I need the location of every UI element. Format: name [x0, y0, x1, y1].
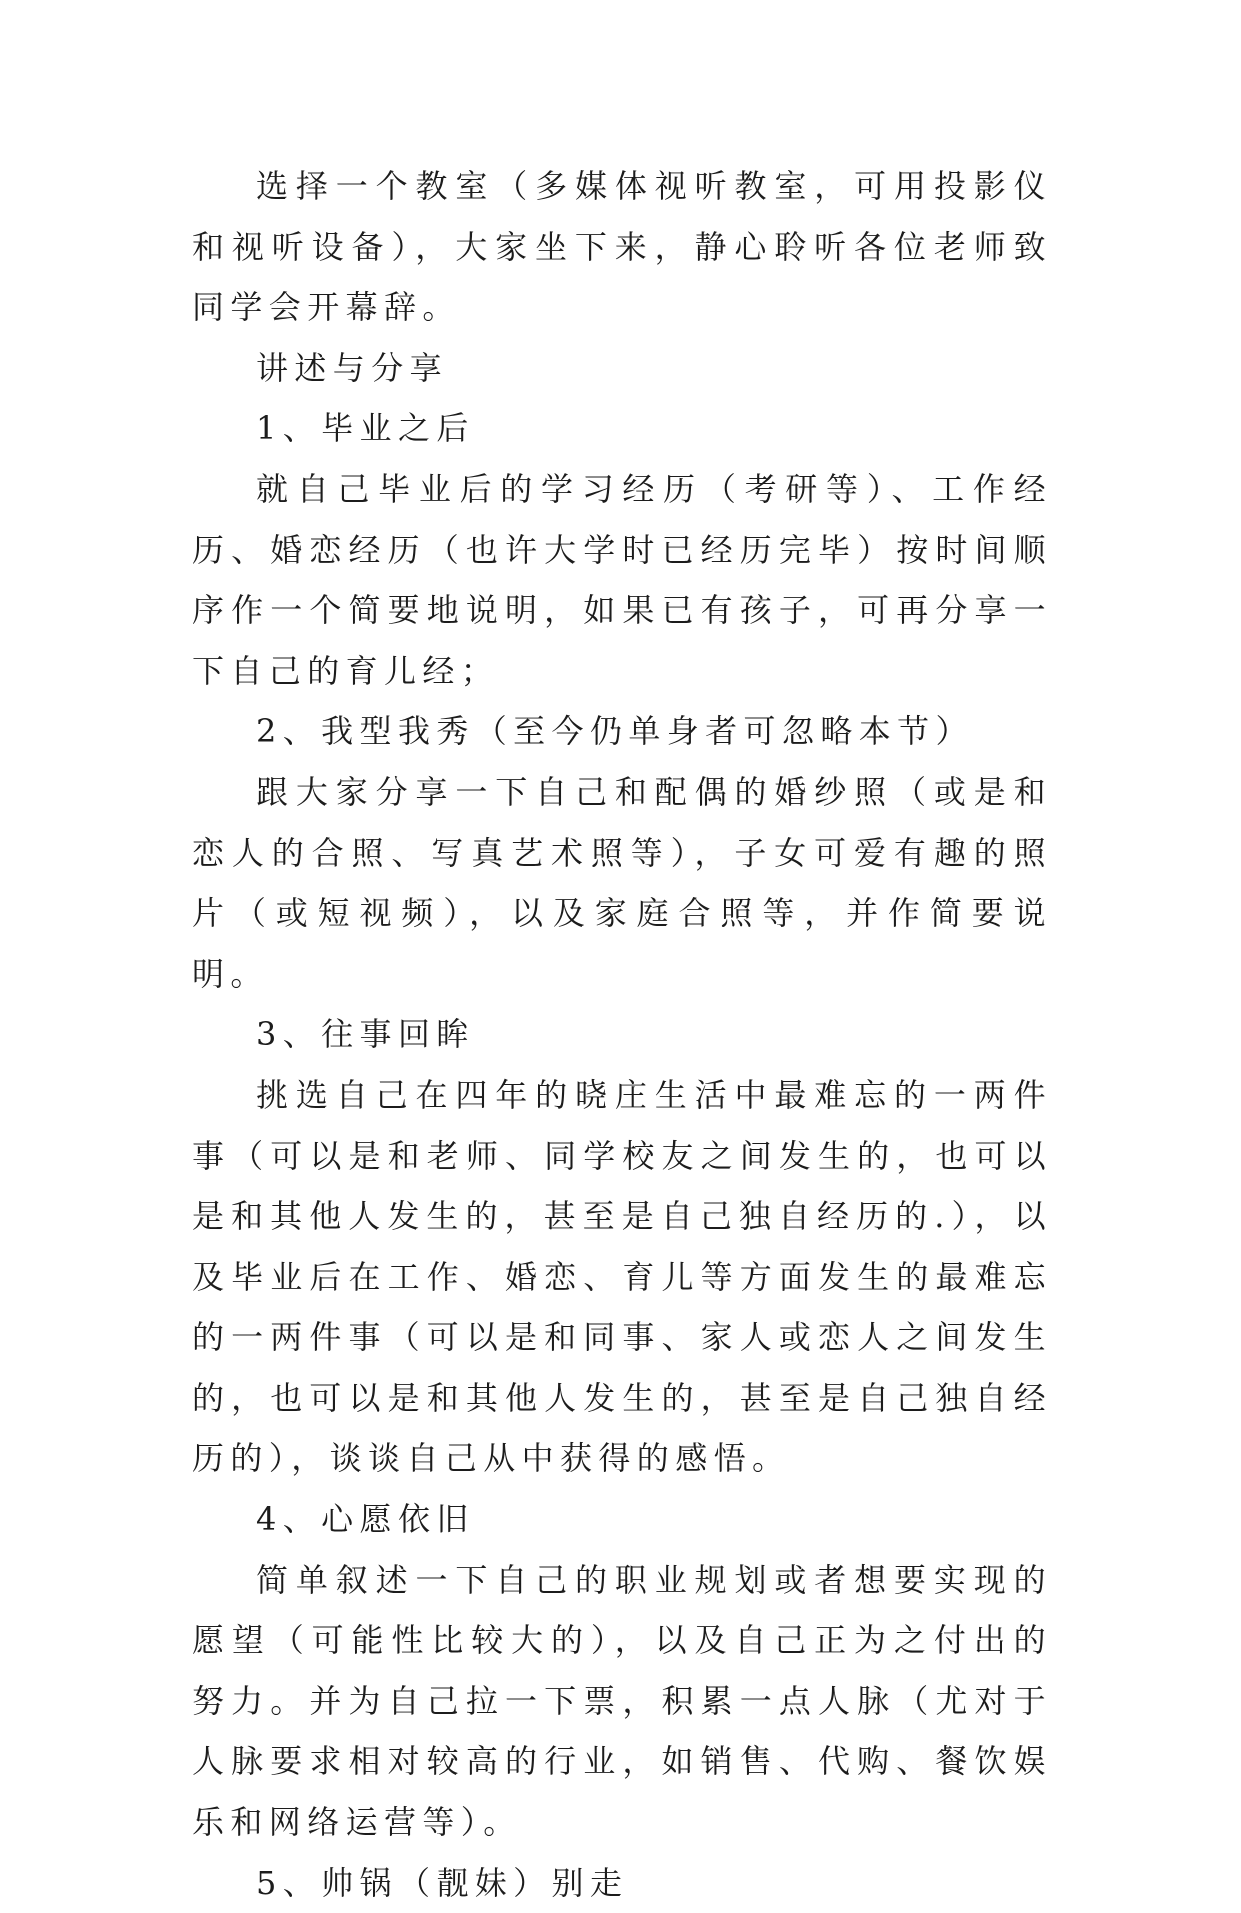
paragraph-memories: 挑选自己在四年的晓庄生活中最难忘的一两件事（可以是和老师、同学校友之间发生的，也可以是和其他人发生的，甚至是自己独自经历的.），以及毕业后在工作、婚恋、育儿等方面发生的最难忘的一两件事（可以是和同事、家人或恋人之间发生的，也可以是和其他人发生的，甚至是自己独自经历的），谈谈自己从中获得的感悟。 — [192, 1075, 1052, 1478]
paragraph-show-yourself: 跟大家分享一下自己和配偶的婚纱照（或是和恋人的合照、写真艺术照等），子女可爱有趣的照片（或短视频），以及家庭合照等，并作简要说明。 — [192, 772, 1052, 993]
item-heading-show-yourself: 2、我型我秀（至今仍单身者可忽略本节） — [256, 712, 974, 751]
paragraph-wishes: 简单叙述一下自己的职业规划或者想要实现的愿望（可能性比较大的），以及自己正为之付出的努力。并为自己拉一下票，积累一点人脉（尤对于人脉要求相对较高的行业，如销售、代购、餐饮娱乐和网络运营等）。 — [192, 1560, 1052, 1842]
item-heading-wishes: 4、心愿依旧 — [256, 1500, 475, 1539]
paragraph-after-graduation: 就自己毕业后的学习经历（考研等）、工作经历、婚恋经历（也许大学时已经历完毕）按时间顺序作一个简要地说明，如果已有孩子，可再分享一下自己的育儿经； — [192, 469, 1052, 690]
item-heading-memories: 3、往事回眸 — [256, 1015, 475, 1054]
document-body — [192, 156, 1052, 1913]
item-heading-after-graduation: 1、毕业之后 — [256, 409, 475, 448]
item-heading-dont-leave: 5、帅锅（靓妹）别走 — [256, 1863, 629, 1902]
paragraph-venue: 选择一个教室（多媒体视听教室，可用投影仪和视听设备），大家坐下来，静心聆听各位老师致同学会开幕辞。 — [192, 167, 1052, 327]
section-heading-narration-sharing: 讲述与分享 — [256, 348, 449, 387]
